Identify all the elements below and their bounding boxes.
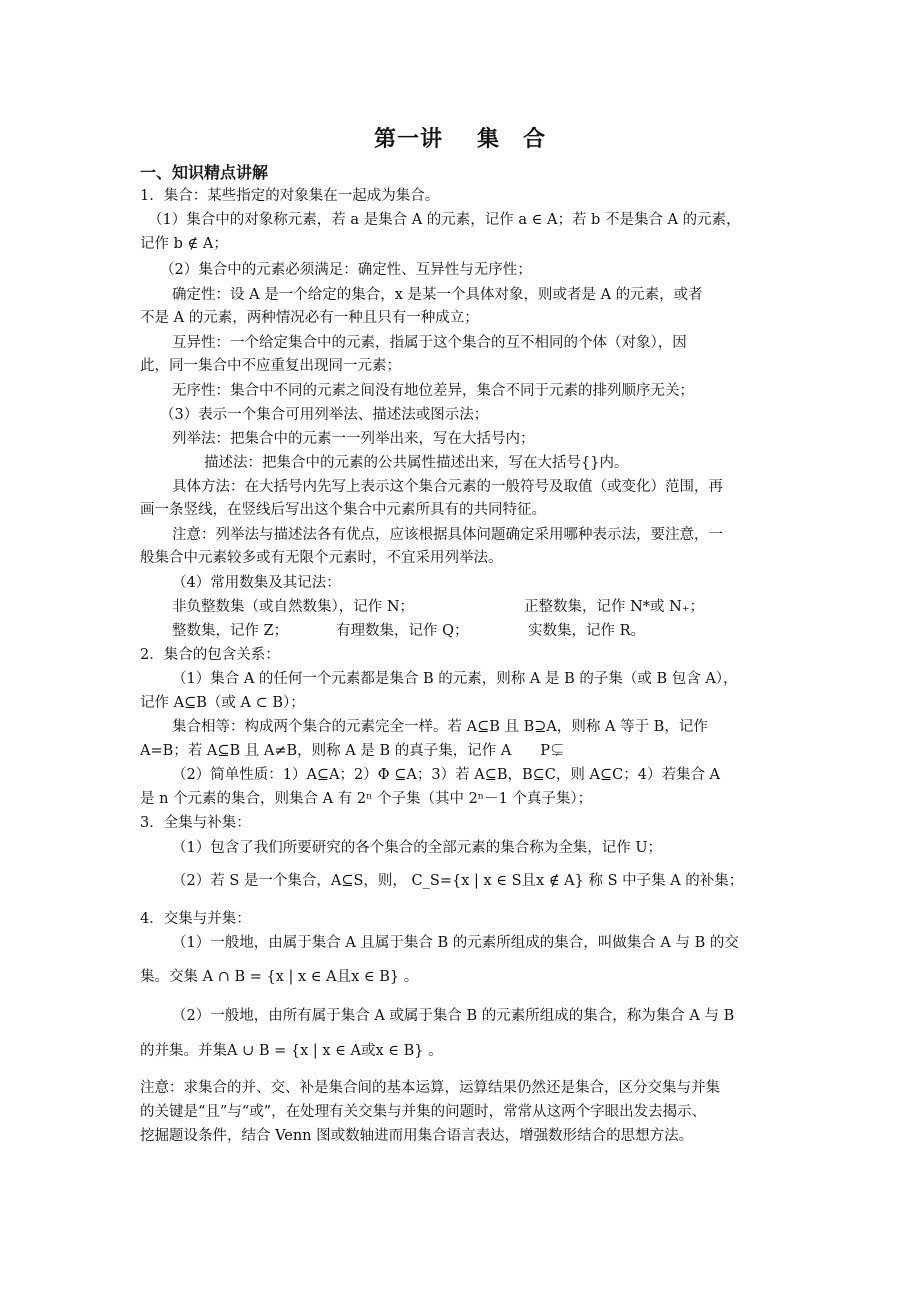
text-line: （2）简单性质：1）A⊆A；2）Φ ⊆A；3）若 A⊆B，B⊆C，则 A⊆C；4）若集合 A <box>172 767 721 783</box>
text-line: 确定性：设 A 是一个给定的集合，x 是某一个具体对象，则或者是 A 的元素，或者 <box>172 287 703 303</box>
page-title <box>0 122 920 153</box>
title-lecture: 第一讲 <box>373 127 443 152</box>
text-line: （1）集合中的对象称元素，若 a 是集合 A 的元素，记作 a ∈ A；若 b 不是集合 A 的元素， <box>148 212 741 228</box>
text-line: 互异性：一个给定集合中的元素，指属于这个集合的互不相同的个体（对象），因 <box>172 335 687 351</box>
text-line: （2）若 S 是一个集合，A⊆S，则， C_S={x | x ∈ S且x ∉ A} 称 S 中子集 A 的补集； <box>172 873 744 889</box>
text-line: 画一条竖线，在竖线后写出这个集合中元素所具有的共同特征。 <box>140 502 546 518</box>
text-line: 3．全集与补集： <box>140 815 251 831</box>
text-line: 正整数集，记作 N*或 N₊； <box>524 599 704 615</box>
text-line: 集合相等：构成两个集合的元素完全一样。若 A⊆B 且 B⊇A，则称 A 等于 B，记作 <box>172 719 708 735</box>
text-line: 是 n 个元素的集合，则集合 A 有 2ⁿ 个子集（其中 2ⁿ－1 个真子集）； <box>140 791 593 807</box>
text-line: 2．集合的包含关系： <box>140 647 280 663</box>
text-line: 无序性：集合中不同的元素之间没有地位差异，集合不同于元素的排列顺序无关； <box>172 383 694 399</box>
text-line: 列举法：把集合中的元素一一列举出来，写在大括号内； <box>172 431 535 447</box>
text-line: （3）表示一个集合可用列举法、描述法或图示法； <box>160 407 489 423</box>
text-line: 整数集，记作 Z； <box>172 623 289 639</box>
text-line: 此，同一集合中不应重复出现同一元素； <box>140 358 401 374</box>
text-line: 描述法：把集合中的元素的公共属性描述出来，写在大括号{}内。 <box>204 455 629 471</box>
text-line: 记作 A⊆B（或 A ⊂ B）； <box>140 695 305 711</box>
text-line: 的并集。并集A ∪ B = {x | x ∈ A或x ∈ B} 。 <box>140 1043 443 1059</box>
text-line: 记作 b ∉ A； <box>140 236 228 252</box>
text-line: 非负整数集（或自然数集），记作 N； <box>172 599 415 615</box>
section-heading: 一、知识精点讲解 <box>140 163 269 182</box>
text-line: （1）集合 A 的任何一个元素都是集合 B 的元素，则称 A 是 B 的子集（或 B 包含 A）， <box>172 671 738 687</box>
text-line: 注意：求集合的并、交、补是集合间的基本运算，运算结果仍然还是集合，区分交集与并集 <box>140 1080 720 1096</box>
text-line: 不是 A 的元素，两种情况必有一种且只有一种成立； <box>140 310 479 326</box>
title-topic: 集 合 <box>477 127 547 152</box>
text-line: A=B；若 A⊆B 且 A≠B，则称 A 是 B 的真子集，记作 A P⊊ <box>140 743 565 759</box>
text-line: 挖掘题设条件，结合 Venn 图或数轴进而用集合语言表达，增强数形结合的思想方法。 <box>140 1128 694 1144</box>
text-line: 注意：列举法与描述法各有优点，应该根据具体问题确定采用哪种表示法，要注意，一 <box>172 527 723 543</box>
text-line: （1）一般地，由属于集合 A 且属于集合 B 的元素所组成的集合，叫做集合 A 与 B 的交 <box>172 935 739 951</box>
text-line: 般集合中元素较多或有无限个元素时，不宜采用列举法。 <box>140 550 503 566</box>
text-line: （4）常用数集及其记法： <box>172 575 341 591</box>
text-line: 4．交集与并集： <box>140 911 251 927</box>
text-line: 具体方法：在大括号内先写上表示这个集合元素的一般符号及取值（或变化）范围，再 <box>172 479 723 495</box>
text-line: （2）一般地，由所有属于集合 A 或属于集合 B 的元素所组成的集合，称为集合 A 与 B <box>172 1008 735 1024</box>
text-line: （2）集合中的元素必须满足：确定性、互异性与无序性； <box>160 262 532 278</box>
text-line: （1）包含了我们所要研究的各个集合的全部元素的集合称为全集，记作 U； <box>172 840 663 856</box>
text-line: 1．集合：某些指定的对象集在一起成为集合。 <box>140 188 440 204</box>
text-line: 实数集，记作 R。 <box>528 623 646 639</box>
text-line: 的关键是“且”与“或”，在处理有关交集与并集的问题时，常常从这两个字眼出发去揭示、 <box>140 1104 707 1120</box>
text-line: 集。交集 A ∩ B = {x | x ∈ A且x ∈ B} 。 <box>140 969 419 985</box>
text-line: 有理数集，记作 Q； <box>336 623 469 639</box>
